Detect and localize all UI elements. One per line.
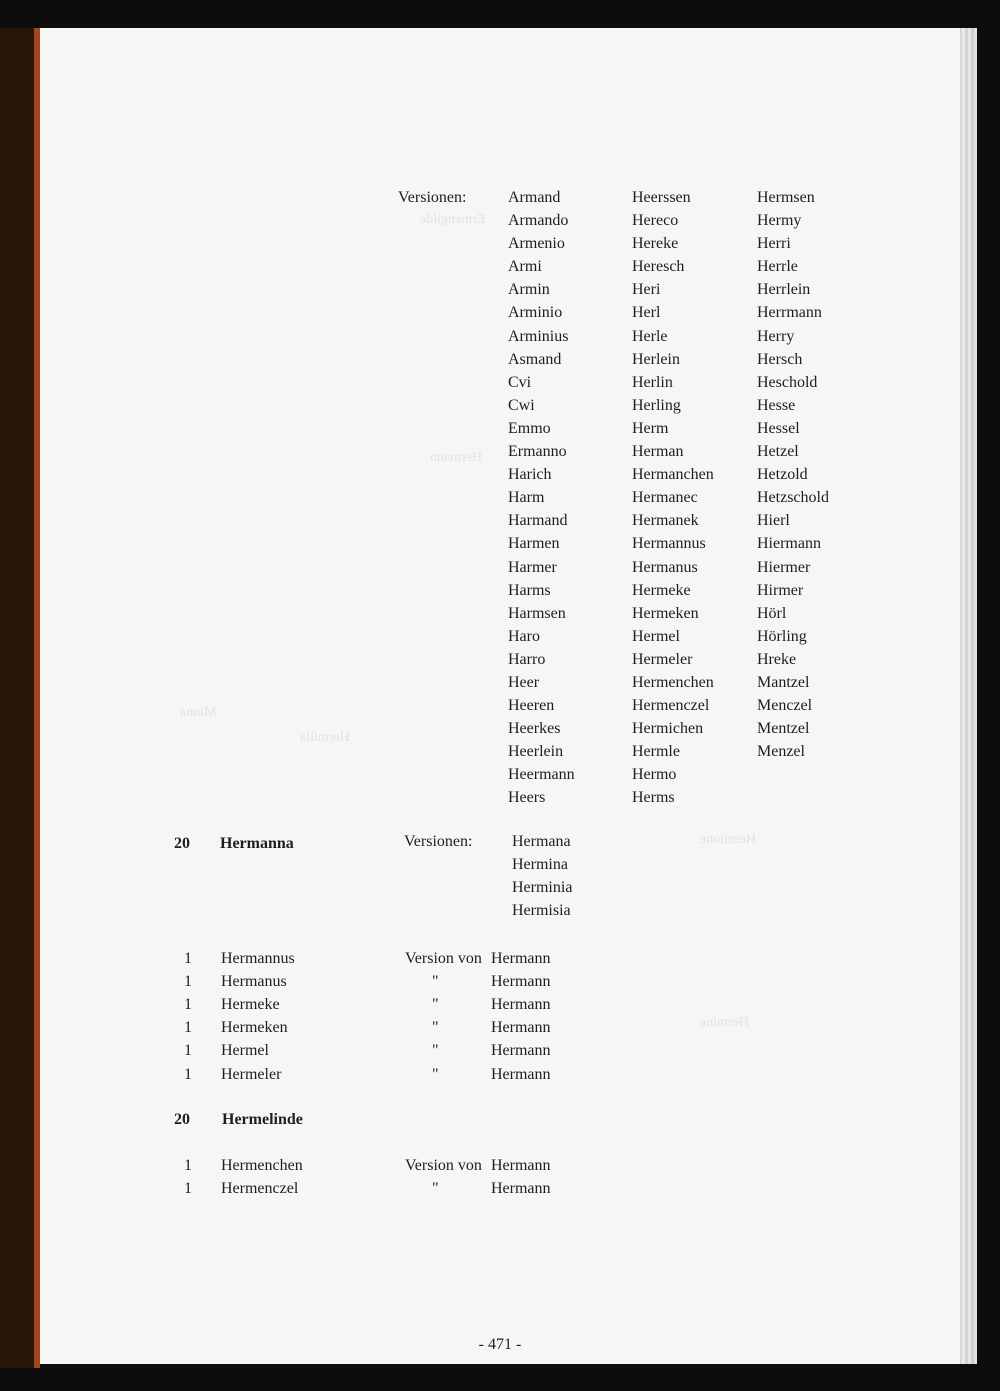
version-name: Hermy <box>757 212 802 230</box>
entry-name: Hermel <box>221 1042 269 1060</box>
entry-number: 1 <box>184 973 192 991</box>
bleed-through-text: Hermann <box>430 450 483 465</box>
bleed-through-text: Hermilla <box>300 730 350 745</box>
version-name: Herminia <box>512 879 573 897</box>
version-reference: Hermann <box>491 1180 551 1198</box>
entry-name: Hermeke <box>221 996 280 1014</box>
version-name: Harro <box>508 650 546 668</box>
version-name: Arminius <box>508 327 569 345</box>
version-name: Menzel <box>757 743 805 761</box>
version-name: Heri <box>632 281 661 299</box>
version-column-2 <box>632 188 714 812</box>
entry-number: 1 <box>184 1157 192 1174</box>
version-name: Hermina <box>512 856 568 874</box>
entry-number: 1 <box>184 1042 192 1060</box>
entry-name: Hermenchen <box>221 1157 303 1174</box>
version-name: Herrlein <box>757 281 811 299</box>
version-prefix: Version von <box>405 950 482 967</box>
version-name: Heschold <box>757 373 818 391</box>
version-name: Hiermann <box>757 535 821 553</box>
version-name: Hereke <box>632 235 679 253</box>
version-name: Arminio <box>508 304 563 322</box>
version-name: Hermisia <box>512 902 571 920</box>
version-name: Hesse <box>757 396 796 414</box>
version-name: Haro <box>508 627 540 645</box>
version-name: Herry <box>757 327 795 345</box>
version-name: Herri <box>757 235 791 253</box>
version-name: Harms <box>508 581 551 599</box>
version-name: Herling <box>632 396 681 414</box>
version-reference: Hermann <box>491 1157 551 1174</box>
version-name: Harm <box>508 489 545 507</box>
version-name: Hermanec <box>632 489 698 507</box>
version-name: Herrmann <box>757 304 822 322</box>
versions-label: Versionen: <box>398 189 467 206</box>
version-reference: Hermann <box>491 1019 551 1037</box>
version-name: Emmo <box>508 419 551 437</box>
version-name: Asmand <box>508 350 562 368</box>
version-name: Herl <box>632 304 661 322</box>
entry-name: Hermannus <box>221 950 295 967</box>
version-name: Armi <box>508 258 542 276</box>
version-name: Herrle <box>757 258 798 276</box>
version-name: Hiermer <box>757 558 811 576</box>
version-name: Harmand <box>508 512 568 530</box>
version-name: Hermsen <box>757 189 815 206</box>
version-name: Hermeke <box>632 581 691 599</box>
entry-name: Hermenczel <box>221 1180 299 1198</box>
version-name: Herman <box>632 443 684 461</box>
hermanna-versions <box>512 832 572 924</box>
version-reference: Hermann <box>491 1042 551 1060</box>
version-name: Hetzold <box>757 466 808 484</box>
entry-number: 1 <box>184 1019 192 1037</box>
entry-name: Hermanus <box>221 973 287 991</box>
version-name: Hermenchen <box>632 673 714 691</box>
version-name: Heresch <box>632 258 685 276</box>
version-name: Harmsen <box>508 604 566 622</box>
version-prefix: " <box>432 1019 439 1037</box>
version-name: Armando <box>508 212 569 230</box>
version-name: Ermanno <box>508 443 567 461</box>
version-prefix: " <box>432 1065 439 1083</box>
version-name: Menczel <box>757 697 813 715</box>
version-reference: Hermann <box>491 996 551 1014</box>
version-reference: Hermann <box>491 950 551 967</box>
version-name: Harmer <box>508 558 557 576</box>
version-name: Heer <box>508 673 540 691</box>
version-name: Hörl <box>757 604 787 622</box>
version-name: Herm <box>632 419 669 437</box>
version-name: Hetzschold <box>757 489 829 507</box>
version-name: Harich <box>508 466 552 484</box>
entry-number: 1 <box>184 1065 192 1083</box>
bleed-through-text: Minna <box>180 705 217 720</box>
version-prefix: " <box>432 1042 439 1060</box>
versions-label: Versionen: <box>404 833 473 850</box>
bleed-through-text: Ermengilde <box>420 212 486 227</box>
version-name: Hermichen <box>632 720 704 738</box>
version-name: Mentzel <box>757 720 810 738</box>
version-name: Hermanchen <box>632 466 714 484</box>
version-name: Hermle <box>632 743 680 761</box>
version-name: Cvi <box>508 373 532 391</box>
version-name: Hreke <box>757 650 797 668</box>
version-name: Heerlein <box>508 743 564 761</box>
version-name: Heerssen <box>632 189 691 206</box>
entry-name: Hermelinde <box>222 1111 303 1128</box>
entry-name: Hermeken <box>221 1019 288 1037</box>
entry-number: 20 <box>174 835 190 852</box>
entry-number: 1 <box>184 996 192 1014</box>
version-name: Herle <box>632 327 668 345</box>
version-prefix: " <box>432 973 439 991</box>
entry-number: 1 <box>184 950 192 967</box>
version-name: Hermanus <box>632 558 698 576</box>
version-name: Armenio <box>508 235 565 253</box>
version-name: Heerkes <box>508 720 561 738</box>
version-name: Hersch <box>757 350 803 368</box>
version-prefix: " <box>432 1180 439 1198</box>
version-name: Hessel <box>757 419 800 437</box>
version-name: Hierl <box>757 512 790 530</box>
version-name: Heermann <box>508 766 575 784</box>
version-name: Hirmer <box>757 581 804 599</box>
version-name: Herms <box>632 789 675 807</box>
entry-number: 20 <box>174 1111 190 1128</box>
version-name: Hermo <box>632 766 677 784</box>
version-name: Heers <box>508 789 546 807</box>
version-name: Hermeler <box>632 650 693 668</box>
bleed-through-text: Hermine <box>700 1015 749 1030</box>
bleed-through-text: Hermione <box>700 832 756 847</box>
version-name: Hermel <box>632 627 680 645</box>
version-name: Heeren <box>508 697 555 715</box>
version-name: Hermeken <box>632 604 699 622</box>
version-name: Herlin <box>632 373 673 391</box>
version-name: Armin <box>508 281 550 299</box>
entry-name: Hermeler <box>221 1065 282 1083</box>
version-name: Hermana <box>512 833 571 850</box>
version-name: Hermannus <box>632 535 706 553</box>
version-name: Harmen <box>508 535 560 553</box>
version-name: Hereco <box>632 212 679 230</box>
entry-number: 1 <box>184 1180 192 1198</box>
entry-name: Hermanna <box>220 835 294 852</box>
version-prefix: Version von <box>405 1157 482 1174</box>
version-name: Hermenczel <box>632 697 710 715</box>
version-name: Cwi <box>508 396 535 414</box>
version-reference: Hermann <box>491 1065 551 1083</box>
version-name: Herlein <box>632 350 680 368</box>
page-number: - 471 - <box>478 1336 522 1353</box>
version-column-1 <box>508 188 575 812</box>
version-name: Hermanek <box>632 512 699 530</box>
version-name: Mantzel <box>757 673 810 691</box>
version-column-3 <box>757 188 829 765</box>
version-name: Hetzel <box>757 443 799 461</box>
version-reference: Hermann <box>491 973 551 991</box>
version-prefix: " <box>432 996 439 1014</box>
version-name: Hörling <box>757 627 807 645</box>
version-name: Armand <box>508 189 561 206</box>
